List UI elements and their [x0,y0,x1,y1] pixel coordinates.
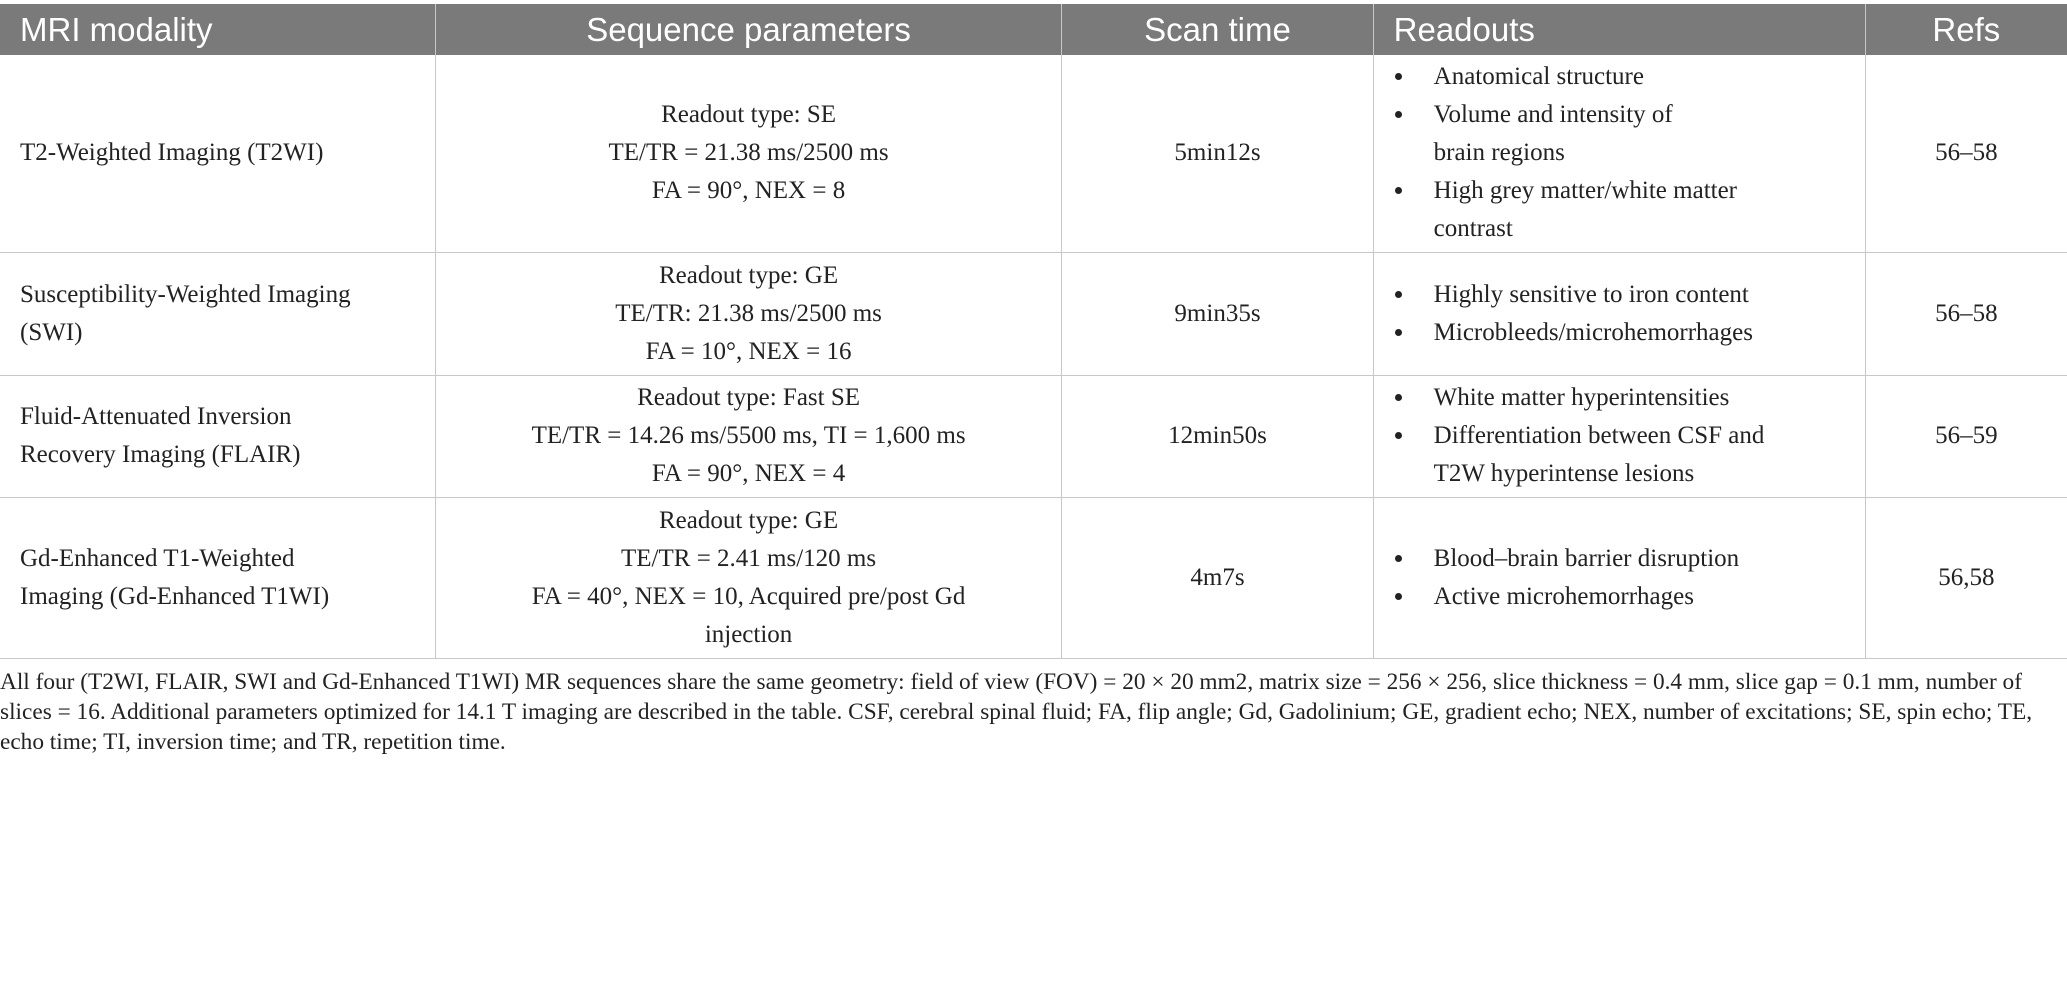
parameter-line: TE/TR: 21.38 ms/2500 ms [615,299,882,327]
modality-cell [0,252,435,375]
header-scan-time: Scan time [1062,4,1373,55]
readouts-cell [1373,375,1865,497]
mri-sequence-table [0,4,2067,659]
readout-text: • Blood–brain barrier disruption [1433,544,1740,572]
header-mri-modality: MRI modality [0,4,435,55]
parameter-line: injection [704,620,793,648]
modality-text: Gd-Enhanced T1-Weighted [20,544,295,572]
refs-cell: 56–58 [1865,55,2067,252]
readouts-cell [1373,55,1865,252]
parameters-cell [435,55,1062,252]
parameters-cell [435,497,1062,658]
modality-text: Recovery Imaging (FLAIR) [20,441,301,468]
refs-cell: 56–59 [1865,375,2067,497]
table-footnote: All four (T2WI, FLAIR, SWI and Gd-Enhanced T1WI) MR sequences share the same geometry: field of view (FOV) = 20 × 20 mm2, matrix size = 256 × 256, slice thickness = 0.4 mm, slice gap = 0.1 mm, number of slices = 16. Additional parameters optimized for 14.1 T imaging are described in the table. CSF, cerebral spinal fluid; FA, flip angle; Gd, Gadolinium; GE, gradient echo; NEX, number of excitations; SE, spin echo; TE, echo time; TI, inversion time; and TR, repetition time. [0,669,2033,755]
parameter-line: TE/TR = 2.41 ms/120 ms [621,544,877,572]
readout-item [1416,578,1845,616]
header-readouts: Readouts [1373,4,1865,55]
table-row [0,497,2067,658]
readouts-cell [1373,497,1865,658]
table-row [0,375,2067,497]
scan-time-cell: 4m7s [1062,497,1373,658]
readout-text: • High grey matter/white matter [1433,177,1738,205]
header-sequence-parameters: Sequence parameters [435,4,1062,55]
readouts-list [1394,58,1845,248]
parameter-line: Readout type: Fast SE [637,384,861,411]
modality-text: Fluid-Attenuated Inversion [20,403,292,430]
parameter-line: FA = 90°, NEX = 8 [651,177,846,205]
readout-text: T2W hyperintense lesions [1433,460,1695,487]
readouts-list [1394,276,1845,352]
readout-item [1416,58,1845,96]
modality-cell [0,497,435,658]
parameters-cell [435,252,1062,375]
scan-time-cell: 12min50s [1062,375,1373,497]
parameters-cell [435,375,1062,497]
readout-text: brain regions [1433,139,1565,167]
modality-cell [0,55,435,252]
parameter-line: TE/TR = 21.38 ms/2500 ms [608,139,889,167]
header-refs: Refs [1865,4,2067,55]
scan-time-cell: 9min35s [1062,252,1373,375]
parameter-line: FA = 10°, NEX = 16 [645,337,852,365]
readout-text: contrast [1433,215,1513,243]
table-row [0,252,2067,375]
readout-item [1416,379,1845,417]
readout-text: • Microbleeds/microhemorrhages [1433,318,1753,346]
table-header-row [0,4,2067,55]
readout-text: • Highly sensitive to iron content [1433,280,1749,308]
modality-text: Susceptibility-Weighted Imaging [20,280,351,308]
readouts-cell [1373,252,1865,375]
readout-text: • White matter hyperintensities [1433,384,1730,411]
readout-item [1416,172,1845,248]
scan-time-cell: 5min12s [1062,55,1373,252]
modality-text: (SWI) [20,318,83,346]
readouts-list [1394,379,1845,493]
readout-item [1416,276,1845,314]
parameter-line: FA = 40°, NEX = 10, Acquired pre/post Gd [531,582,966,610]
readout-text: • Anatomical structure [1433,63,1644,91]
modality-text: Imaging (Gd-Enhanced T1WI) [20,582,330,610]
parameter-line: Readout type: GE [658,261,839,289]
parameter-line: FA = 90°, NEX = 4 [651,460,846,487]
refs-cell: 56–58 [1865,252,2067,375]
readout-text: • Differentiation between CSF and [1433,422,1765,449]
readout-item [1416,96,1845,172]
readout-text: • Volume and intensity of [1433,101,1673,129]
parameter-line: Readout type: SE [661,101,837,129]
readouts-list [1394,540,1845,616]
parameter-line: Readout type: GE [658,506,839,534]
modality-text: T2-Weighted Imaging (T2WI) [20,139,324,167]
refs-cell: 56,58 [1865,497,2067,658]
readout-item [1416,314,1845,352]
readout-item [1416,540,1845,578]
table-row [0,55,2067,252]
readout-text: • Active microhemorrhages [1433,582,1694,610]
readout-item [1416,417,1845,493]
parameter-line: TE/TR = 14.26 ms/5500 ms, TI = 1,600 ms [531,422,966,449]
modality-cell [0,375,435,497]
